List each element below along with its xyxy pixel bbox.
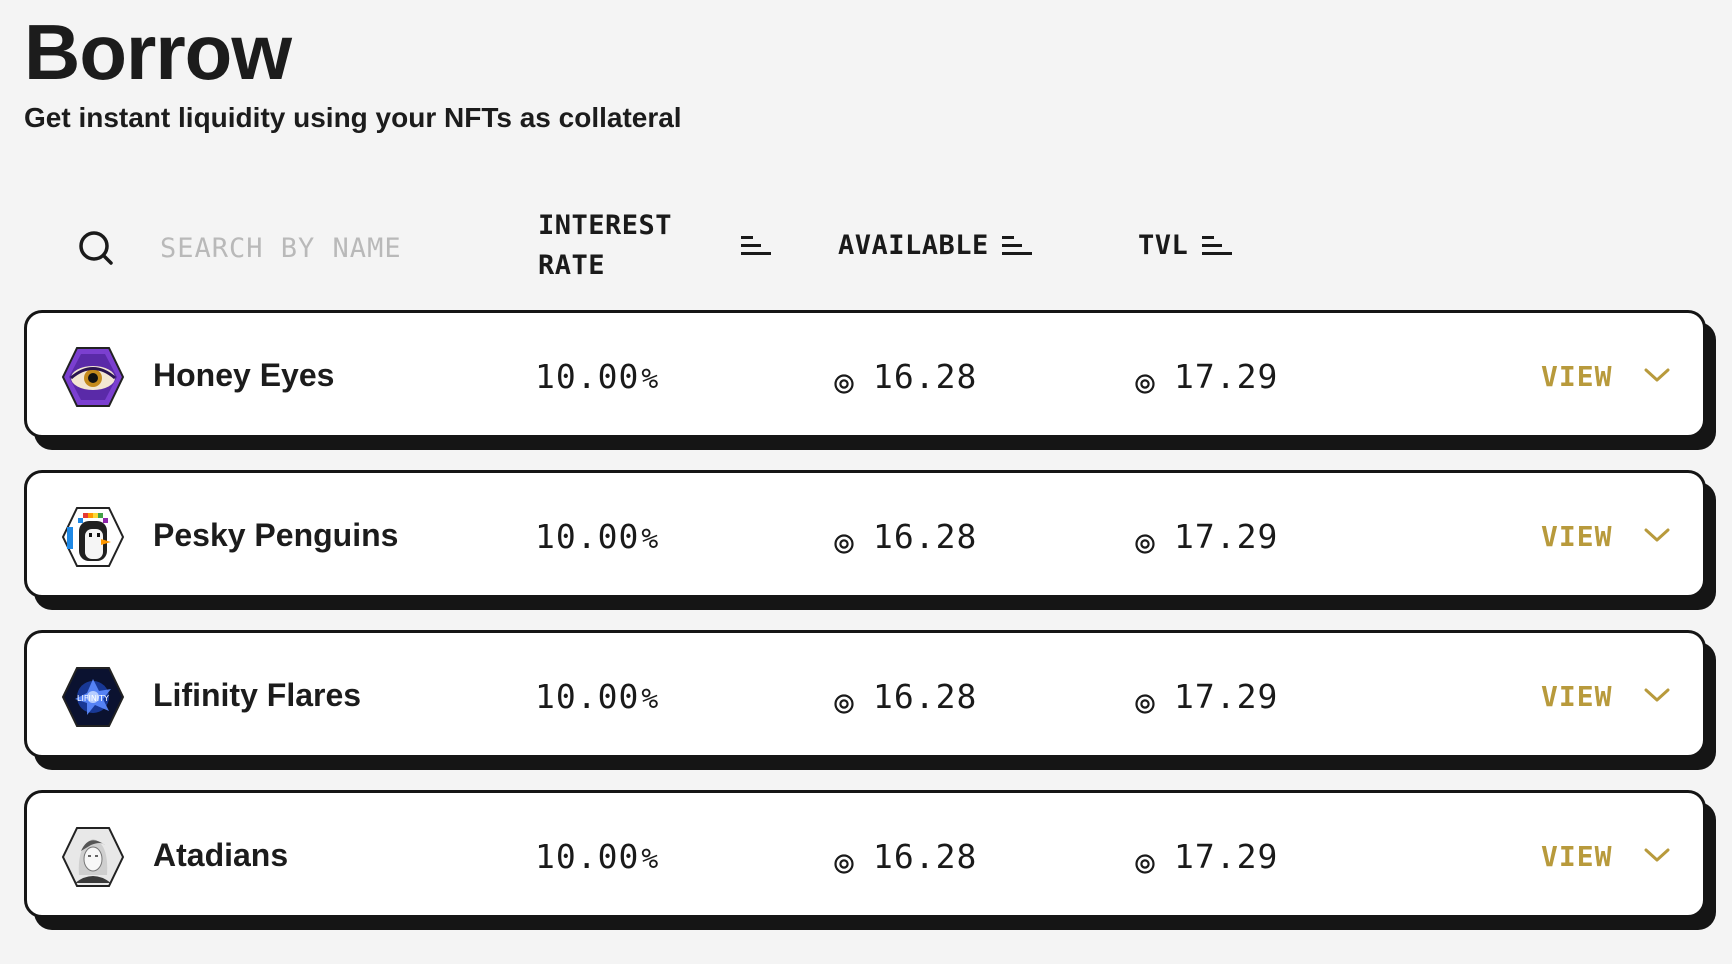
sol-coin-icon xyxy=(833,853,855,875)
chevron-down-icon[interactable] xyxy=(1643,845,1671,865)
interest-rate-unit: % xyxy=(641,842,660,875)
table-header xyxy=(0,200,1732,300)
view-button[interactable]: VIEW xyxy=(1541,673,1612,719)
collection-row[interactable] xyxy=(24,470,1706,598)
search-icon[interactable] xyxy=(76,228,116,268)
pesky-penguins-avatar-icon xyxy=(61,505,125,569)
collection-name: Honey Eyes xyxy=(153,357,335,393)
interest-rate-number: 10.00 xyxy=(535,837,640,876)
available-value: 16.28 xyxy=(873,837,978,876)
sol-coin-icon xyxy=(1134,853,1156,875)
tvl-header: TVL xyxy=(1138,230,1189,261)
search-input[interactable] xyxy=(160,226,490,270)
interest-rate-value xyxy=(535,677,659,716)
chevron-down-icon[interactable] xyxy=(1643,525,1671,545)
tvl-value: 17.29 xyxy=(1174,677,1279,716)
interest-rate-value xyxy=(535,837,659,876)
collection-name: Atadians xyxy=(153,837,289,873)
atadians-avatar-icon xyxy=(61,825,125,889)
honey-eyes-avatar-icon xyxy=(61,345,125,409)
view-button[interactable]: VIEW xyxy=(1541,833,1612,879)
available-value: 16.28 xyxy=(873,677,978,716)
interest-rate-unit: % xyxy=(641,362,660,395)
collection-list xyxy=(24,310,1714,950)
collection-row[interactable] xyxy=(24,630,1706,758)
interest-rate-number: 10.00 xyxy=(535,677,640,716)
lifinity-flares-avatar-icon xyxy=(61,665,125,729)
view-button[interactable]: VIEW xyxy=(1541,353,1612,399)
tvl-value: 17.29 xyxy=(1174,517,1279,556)
collection-name: Lifinity Flares xyxy=(153,677,362,713)
view-button[interactable]: VIEW xyxy=(1541,513,1612,559)
interest-rate-number: 10.00 xyxy=(535,357,640,396)
tvl-value: 17.29 xyxy=(1174,837,1279,876)
tvl-value: 17.29 xyxy=(1174,357,1279,396)
collection-name: Pesky Penguins xyxy=(153,517,399,553)
sort-available-icon[interactable] xyxy=(1002,236,1032,258)
sort-interest-rate-icon[interactable] xyxy=(741,236,771,258)
available-value: 16.28 xyxy=(873,357,978,396)
interest-rate-unit: % xyxy=(641,682,660,715)
page-title: Borrow xyxy=(24,8,291,96)
interest-rate-value xyxy=(535,517,659,556)
interest-rate-number: 10.00 xyxy=(535,517,640,556)
available-header: AVAILABLE xyxy=(838,230,989,261)
available-value: 16.28 xyxy=(873,517,978,556)
sol-coin-icon xyxy=(1134,693,1156,715)
sol-coin-icon xyxy=(833,373,855,395)
sol-coin-icon xyxy=(833,693,855,715)
page-subtitle: Get instant liquidity using your NFTs as collateral xyxy=(24,102,682,133)
sol-coin-icon xyxy=(833,533,855,555)
collection-row[interactable] xyxy=(24,310,1706,438)
sol-coin-icon xyxy=(1134,373,1156,395)
interest-rate-value xyxy=(535,357,659,396)
lifinity-avatar-text: LIFINITY xyxy=(77,694,109,703)
sol-coin-icon xyxy=(1134,533,1156,555)
chevron-down-icon[interactable] xyxy=(1643,365,1671,385)
interest-rate-unit: % xyxy=(641,522,660,555)
collection-row[interactable] xyxy=(24,790,1706,918)
sort-tvl-icon[interactable] xyxy=(1202,236,1232,258)
chevron-down-icon[interactable] xyxy=(1643,685,1671,705)
interest-rate-header: INTEREST RATE xyxy=(538,210,673,281)
